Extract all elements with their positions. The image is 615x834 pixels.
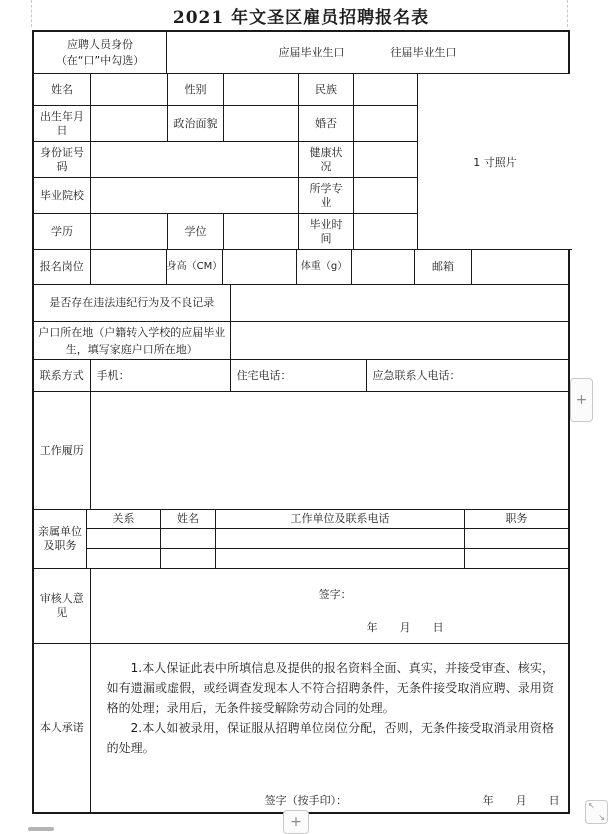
- relative-row: [87, 529, 568, 549]
- pledge-paragraph-1: 1.本人保证此表中所填信息及提供的报名资料全面、真实，并接受审查、核实，如有遗漏或虚假，或经调查发现本人不符合招聘条件，无条件接受取消应聘、录用资格的处理；录用后，无条件接受解除劳动合同的处理。: [106, 661, 554, 715]
- height-label: 身高（CM）: [167, 250, 223, 285]
- relatives-section-label: 亲属单位及职务: [34, 510, 87, 569]
- identity-label: [34, 32, 167, 74]
- identity-label-line1: 应聘人员身份: [67, 37, 134, 51]
- ethnicity-input-cell[interactable]: [354, 74, 418, 106]
- option-fresh-graduate-checkbox[interactable]: 应届毕业生口: [278, 45, 345, 59]
- emergency-phone-input-cell[interactable]: 应急联系人电话：: [367, 360, 568, 392]
- graduation-time-label: 毕业时间: [299, 214, 354, 250]
- identity-label-line2: （在“口”中勾选）: [55, 53, 145, 67]
- relatives-header-workunit: 工作单位及联系电话: [216, 510, 465, 529]
- mobile-input-cell[interactable]: 手机：: [91, 360, 231, 392]
- graduation-time-input-cell[interactable]: [354, 214, 418, 250]
- hukou-label: 户口所在地（户籍转入学校的应届毕业生，填写家庭户口所在地）: [34, 322, 231, 360]
- review-input-cell[interactable]: [91, 569, 568, 644]
- position-row: [34, 250, 568, 285]
- hukou-row: [34, 322, 568, 360]
- relatives-header-relation: 关系: [87, 510, 161, 529]
- degree-input-cell[interactable]: [224, 214, 299, 250]
- relative-workunit-input-cell[interactable]: [216, 549, 465, 569]
- health-status-input-cell[interactable]: [354, 142, 418, 178]
- education-label: 学历: [34, 214, 91, 250]
- contact-row: [34, 360, 568, 392]
- pledge-content-cell[interactable]: [91, 644, 568, 812]
- photo-cell[interactable]: 1 寸照片: [418, 74, 572, 250]
- id-number-input-cell[interactable]: [91, 142, 299, 178]
- pledge-row: [34, 644, 568, 812]
- political-status-label: 政治面貌: [168, 106, 224, 142]
- hukou-input-cell[interactable]: [231, 322, 568, 360]
- work-history-row: [34, 392, 568, 510]
- resize-arrow-nw-icon: ↖: [588, 801, 595, 810]
- relative-relation-input-cell[interactable]: [87, 529, 161, 549]
- name-label: 姓名: [34, 74, 91, 106]
- graduate-school-input-cell[interactable]: [91, 178, 299, 214]
- weight-input-cell[interactable]: [352, 250, 415, 285]
- contact-label: 联系方式: [34, 360, 91, 392]
- relative-duty-input-cell[interactable]: [465, 549, 568, 569]
- political-status-input-cell[interactable]: [224, 106, 299, 142]
- identity-row: [34, 32, 568, 74]
- relative-relation-input-cell[interactable]: [87, 549, 161, 569]
- review-label: 审核人意见: [34, 569, 91, 644]
- application-form-table: [32, 30, 570, 814]
- work-history-input-cell[interactable]: [91, 392, 568, 510]
- work-history-label: 工作履历: [34, 392, 91, 510]
- relative-row: [87, 549, 568, 569]
- marital-status-input-cell[interactable]: [354, 106, 418, 142]
- pledge-signature-label: 签字（按手印）：: [264, 794, 348, 807]
- apply-position-input-cell[interactable]: [91, 250, 167, 285]
- illegal-record-input-cell[interactable]: [231, 285, 568, 322]
- home-phone-input-cell[interactable]: 住宅电话：: [231, 360, 367, 392]
- pledge-label: 本人承诺: [34, 644, 91, 812]
- relatives-header-row: [87, 510, 568, 529]
- add-column-button[interactable]: +: [570, 378, 593, 422]
- illegal-record-row: [34, 285, 568, 322]
- relative-name-input-cell[interactable]: [161, 529, 216, 549]
- identity-options-cell: [167, 32, 568, 74]
- height-input-cell[interactable]: [223, 250, 297, 285]
- graduate-school-label: 毕业院校: [34, 178, 91, 214]
- relative-duty-input-cell[interactable]: [465, 529, 568, 549]
- review-date-line: 年 月 日: [366, 621, 444, 634]
- illegal-record-label: 是否存在违法违纪行为及不良记录: [34, 285, 231, 322]
- major-label: 所学专业: [299, 178, 354, 214]
- relative-workunit-input-cell[interactable]: [216, 529, 465, 549]
- email-label: 邮箱: [415, 250, 472, 285]
- education-input-cell[interactable]: [91, 214, 168, 250]
- health-status-label: 健康状况: [299, 142, 354, 178]
- major-input-cell[interactable]: [354, 178, 418, 214]
- birth-date-label: 出生年月日: [34, 106, 91, 142]
- option-previous-graduate-checkbox[interactable]: 往届毕业生口: [390, 45, 457, 59]
- pledge-paragraph-2: 2.本人如被录用，保证服从招聘单位岗位分配，否则，无条件接受取消录用资格的处理。: [106, 721, 554, 755]
- apply-position-label: 报名岗位: [34, 250, 91, 285]
- gender-input-cell[interactable]: [224, 74, 299, 106]
- review-row: [34, 569, 568, 644]
- degree-label: 学位: [168, 214, 224, 250]
- gender-label: 性别: [168, 74, 224, 106]
- resize-arrow-se-icon: ↘: [598, 813, 605, 822]
- relatives-section: [34, 510, 568, 569]
- bottom-left-control-stub[interactable]: [28, 827, 54, 831]
- add-row-button[interactable]: +: [283, 810, 309, 834]
- relative-name-input-cell[interactable]: [161, 549, 216, 569]
- relatives-header-duty: 职务: [465, 510, 568, 529]
- page-title: 2021 年文圣区雇员招聘报名表: [172, 8, 430, 28]
- pledge-date-line: 年 月 日: [482, 794, 560, 807]
- email-input-cell[interactable]: [472, 250, 568, 285]
- ethnicity-label: 民族: [299, 74, 354, 106]
- table-resize-handle[interactable]: [585, 800, 608, 824]
- review-signature-label: 签字：: [318, 588, 352, 601]
- relatives-header-name: 姓名: [161, 510, 216, 529]
- name-input-cell[interactable]: [91, 74, 168, 106]
- id-number-label: 身份证号码: [34, 142, 91, 178]
- birth-date-input-cell[interactable]: [91, 106, 168, 142]
- weight-label: 体重（g）: [297, 250, 352, 285]
- marital-status-label: 婚否: [299, 106, 354, 142]
